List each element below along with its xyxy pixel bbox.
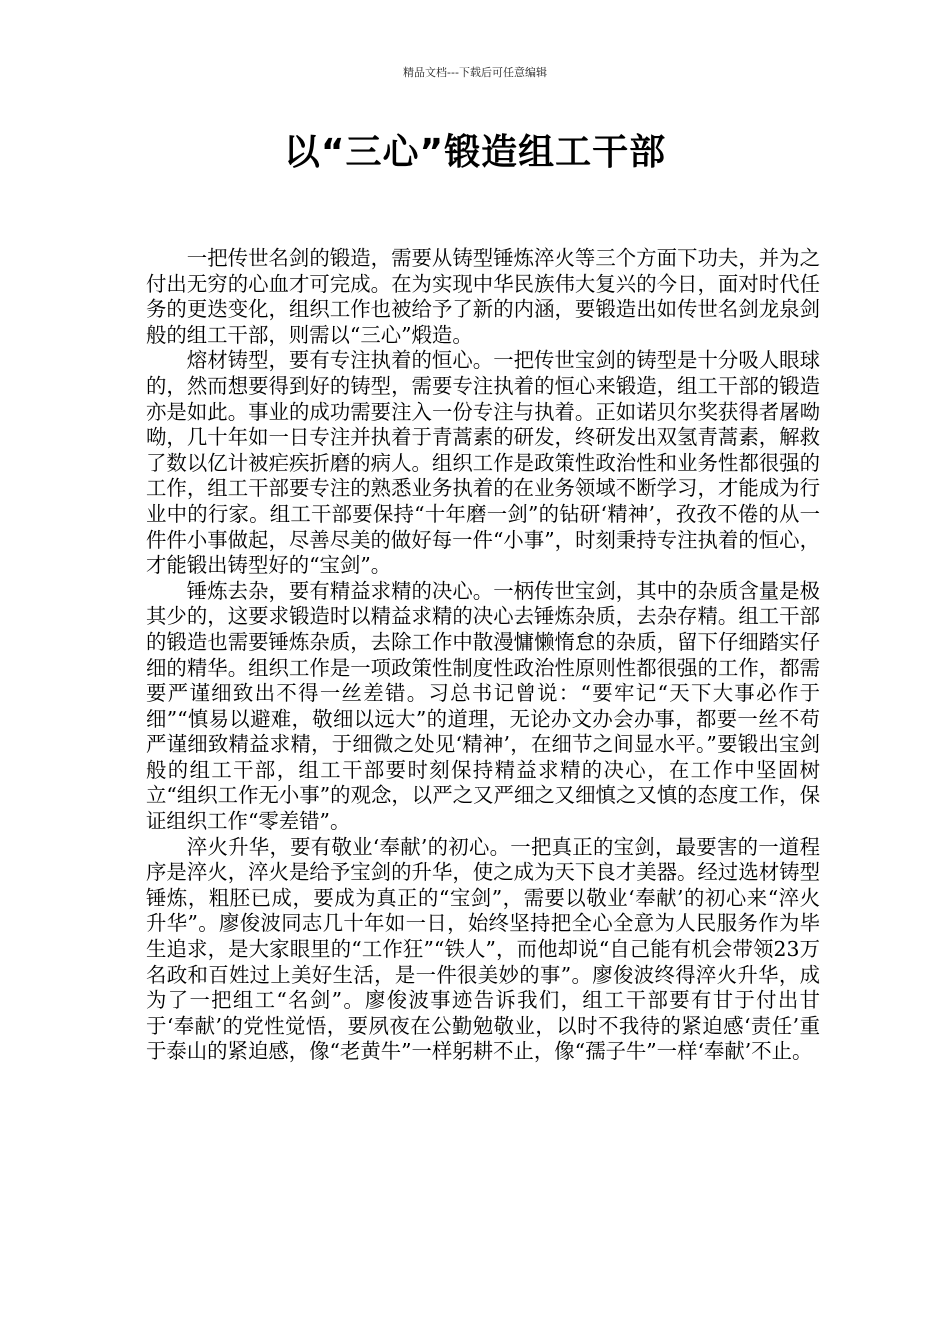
document-body bbox=[146, 246, 820, 1065]
paragraph-determination: 锤炼去杂，要有精益求精的决心。一柄传世宝剑，其中的杂质含量是极其少的，这要求锻造时以精益求精的决心去锤炼杂质，去杂存精。组工干部的锻造也需要锤炼杂质，去除工作中散漫慵懒惰怠的杂质，留下仔细踏实仔细的精华。组织工作是一项政策性制度性政治性原则性都很强的工作，都需要严谨细致出不得一丝差错。习总书记曾说：“要牢记“天下大事必作于细”“慎易以避难，敬细以远大”的道理，无论办文办会办事，都要一丝不苟严谨细致精益求精，于细微之处见‘精神’，在细节之间显水平。”要锻出宝剑般的组工干部，组工干部要时刻保持精益求精的决心，在工作中坚固树立“组织工作无小事”的观念，以严之又严细之又细慎之又慎的态度工作，保证组织工作“零差错”。 bbox=[146, 578, 820, 834]
document-title: 以“三心”锻造组工干部 bbox=[283, 132, 667, 173]
paragraph-intro: 一把传世名剑的锻造，需要从铸型锤炼淬火等三个方面下功夫，并为之付出无穷的心血才可完成。在为实现中华民族伟大复兴的今日，面对时代任务的更迭变化，组织工作也被给予了新的内涵，要锻造出如传世名剑龙泉剑般的组工干部，则需以“三心”煅造。 bbox=[146, 246, 820, 347]
paragraph-perseverance: 熔材铸型，要有专注执着的恒心。一把传世宝剑的铸型是十分吸人眼球的，然而想要得到好的铸型，需要专注执着的恒心来锻造，组工干部的锻造亦是如此。事业的成功需要注入一份专注与执着。正如诺贝尔奖获得者屠呦呦，几十年如一日专注并执着于青蒿素的研发，终研发出双氢青蒿素，解救了数以亿计被疟疾折磨的病人。组织工作是政策性政治性和业务性都很强的工作，组工干部要专注的熟悉业务执着的在业务领域不断学习，才能成为行业中的行家。组工干部要保持“十年磨一剑”的钻研‘精神’，孜孜不倦的从一件件小事做起，尽善尽美的做好每一件“小事”，时刻秉持专注执着的恒心，才能锻出铸型好的“宝剑”。 bbox=[146, 348, 820, 578]
paragraph-dedication: 淬火升华，要有敬业‘奉献’的初心。一把真正的宝剑，最要害的一道程序是淬火，淬火是给予宝剑的升华，使之成为天下良才美器。经过选材铸型锤炼，粗胚已成，要成为真正的“宝剑”，需要以敬业‘奉献’的初心来“淬火升华”。廖俊波同志几十年如一日，始终坚持把全心全意为人民服务作为毕生追求，是大家眼里的“工作狂”“铁人”，而他却说“自己能有机会带领23万名政和百姓过上美好生活，是一件很美妙的事”。廖俊波终得淬火升华，成为了一把组工“名剑”。廖俊波事迹告诉我们，组工干部要有甘于付出甘于‘奉献’的党性觉悟，要夙夜在公勤勉敬业，以时不我待的紧迫感‘责任’重于泰山的紧迫感，像“老黄牛”一样躬耕不止，像“孺子牛”一样‘奉献’不止。 bbox=[146, 834, 820, 1064]
header-note: 精品文档---下载后可任意编辑 bbox=[403, 66, 547, 79]
